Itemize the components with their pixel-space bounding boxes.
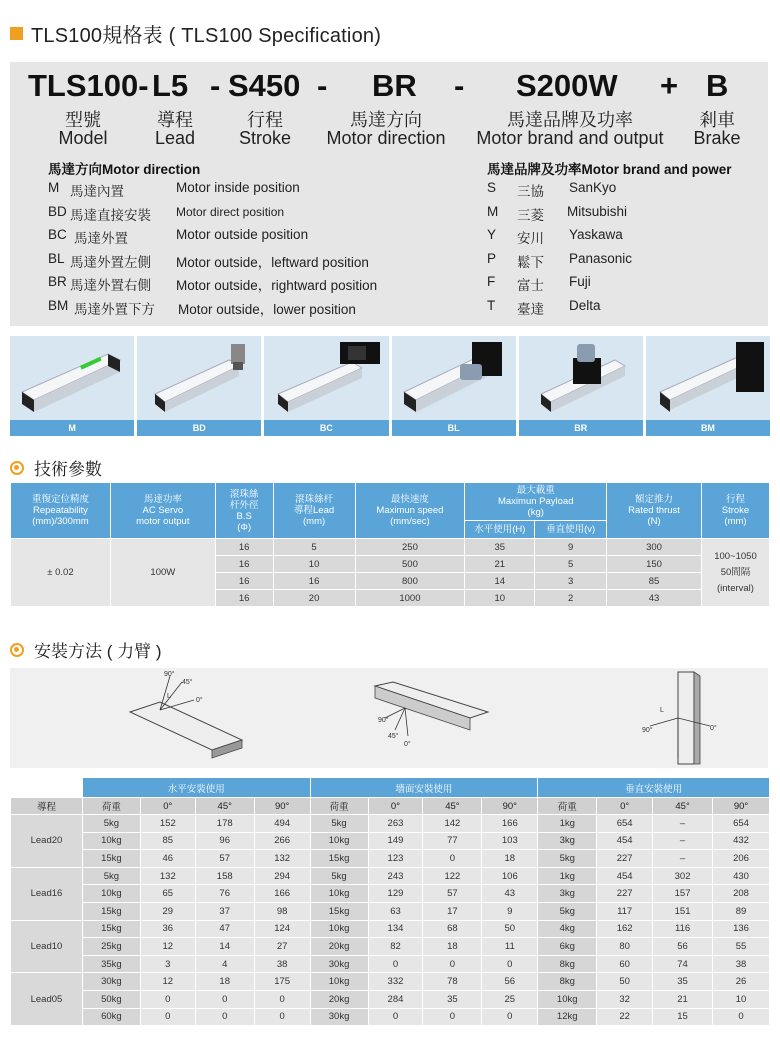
- table-cell: 124: [254, 920, 310, 938]
- table-row: [11, 815, 770, 833]
- label-model-zh: 型號: [65, 110, 101, 130]
- table-cell: 0: [254, 1008, 310, 1026]
- actuator-br-icon: [519, 336, 643, 420]
- table-cell: 74: [653, 955, 713, 973]
- table-cell: 654: [713, 815, 770, 833]
- table-cell: 57: [423, 885, 482, 903]
- table-cell: 1kg: [538, 867, 597, 885]
- table-row: 16 20 1000 10 2 43: [11, 590, 770, 607]
- angle-label: 0°: [196, 697, 203, 704]
- table-row: [11, 973, 770, 991]
- list-item: F 富士 Fuji: [487, 274, 591, 294]
- table-cell: 129: [368, 885, 423, 903]
- actuator-bd-icon: [137, 336, 261, 420]
- table-cell: 25: [482, 990, 538, 1008]
- col-header-payload-h: 水平使用(H): [465, 521, 535, 539]
- tech-spec-table: [10, 482, 770, 607]
- table-cell: 65: [140, 885, 195, 903]
- table-cell: 6kg: [538, 938, 597, 956]
- col-header-speed: 最快速度 Maximun speed (mm/sec): [355, 483, 465, 539]
- table-cell: 654: [597, 815, 653, 833]
- table-cell: 0: [423, 850, 482, 868]
- col-header-stroke: 行程 Stroke (mm): [701, 483, 769, 539]
- lead-group-label: Lead05: [11, 973, 83, 1026]
- table-cell: 132: [140, 867, 195, 885]
- list-item: Y 安川 Yaskawa: [487, 227, 623, 247]
- code-part: -: [317, 68, 328, 103]
- table-cell: 25kg: [82, 938, 140, 956]
- table-cell: 103: [482, 832, 538, 850]
- product-photo-br: [519, 336, 643, 436]
- table-cell: 106: [482, 867, 538, 885]
- table-cell: 132: [254, 850, 310, 868]
- table-cell: 162: [597, 920, 653, 938]
- table-cell: 243: [368, 867, 423, 885]
- table-cell: 0: [195, 1008, 254, 1026]
- table-cell: –: [653, 832, 713, 850]
- table-cell: 284: [368, 990, 423, 1008]
- list-item: T 臺達 Delta: [487, 297, 601, 317]
- code-part: B: [706, 68, 729, 103]
- spec-code-box: [10, 62, 768, 326]
- table-cell: 18: [423, 938, 482, 956]
- table-cell: 17: [423, 902, 482, 920]
- photo-label: M: [10, 420, 134, 436]
- table-cell: 50: [482, 920, 538, 938]
- angle-label: L: [167, 693, 171, 700]
- table-cell: 136: [713, 920, 770, 938]
- table-cell: 0: [140, 1008, 195, 1026]
- table-cell: 494: [254, 815, 310, 833]
- table-cell: 56: [653, 938, 713, 956]
- table-row: [11, 867, 770, 885]
- list-item: P 鬆下 Panasonic: [487, 250, 633, 270]
- angle-label: 90°: [642, 727, 653, 734]
- table-cell: 82: [368, 938, 423, 956]
- label-stroke-en: Stroke: [238, 128, 292, 148]
- label-brand-zh: 馬達品牌及功率: [507, 110, 633, 130]
- actuator-bm-icon: [646, 336, 770, 420]
- table-cell: 0: [423, 955, 482, 973]
- table-cell: 142: [423, 815, 482, 833]
- list-item: S 三協 SanKyo: [487, 180, 617, 199]
- table-cell: 60: [597, 955, 653, 973]
- table-cell: 35: [423, 990, 482, 1008]
- table-cell: 227: [597, 885, 653, 903]
- col-header-thrust: 額定推力 Rated thrust (N): [607, 483, 702, 539]
- table-cell: 12kg: [538, 1008, 597, 1026]
- table-cell: 37: [195, 902, 254, 920]
- sub-header-row: 導程 荷重 0° 45° 90° 荷重 0° 45° 90° 荷重 0° 45° 90°: [11, 798, 770, 815]
- table-cell: 117: [597, 902, 653, 920]
- table-cell: 12: [140, 938, 195, 956]
- table-cell: 9: [482, 902, 538, 920]
- table-cell: 152: [140, 815, 195, 833]
- table-cell: 35kg: [82, 955, 140, 973]
- table-cell: 50kg: [82, 990, 140, 1008]
- table-cell: 122: [423, 867, 482, 885]
- table-cell: 332: [368, 973, 423, 991]
- table-cell: –: [653, 815, 713, 833]
- table-cell: 38: [254, 955, 310, 973]
- table-cell: 3kg: [538, 885, 597, 903]
- table-cell: 21: [653, 990, 713, 1008]
- table-cell: 134: [368, 920, 423, 938]
- table-cell: 5kg: [82, 815, 140, 833]
- table-cell: 208: [713, 885, 770, 903]
- table-cell: 0: [254, 990, 310, 1008]
- table-cell: 15kg: [310, 902, 368, 920]
- table-row: [11, 938, 770, 956]
- table-cell: 151: [653, 902, 713, 920]
- col-header-payload-v: 垂直使用(v): [535, 521, 607, 539]
- stroke-value: 100~1050 50間隔 (interval): [701, 539, 769, 607]
- motor-direction-list: [48, 180, 468, 322]
- table-cell: 32: [597, 990, 653, 1008]
- table-cell: 5kg: [310, 815, 368, 833]
- table-cell: 50: [597, 973, 653, 991]
- table-row: [11, 832, 770, 850]
- table-row: [11, 902, 770, 920]
- motor-brand-heading: 馬達品牌及功率Motor brand and power: [487, 162, 732, 177]
- table-row: ± 0.02 100W 16 5 250 35 9 300 100~1050 50間隔 (interval): [11, 539, 770, 556]
- lead-group-label: Lead10: [11, 920, 83, 973]
- mount-section-heading: [10, 637, 162, 662]
- list-item: BD 馬達直接安裝 Motor direct position: [48, 203, 285, 223]
- table-cell: 56: [482, 973, 538, 991]
- photo-label: BR: [519, 420, 643, 436]
- group-header: 墻面安裝使用: [310, 778, 538, 798]
- table-cell: 10kg: [538, 990, 597, 1008]
- list-item: BM 馬達外置下方 Motor outside，lower position: [48, 297, 356, 317]
- table-cell: 27: [254, 938, 310, 956]
- list-item: M 三菱 Mitsubishi: [487, 203, 628, 223]
- table-cell: 0: [423, 1008, 482, 1026]
- table-cell: 166: [482, 815, 538, 833]
- table-cell: 47: [195, 920, 254, 938]
- table-cell: 29: [140, 902, 195, 920]
- table-cell: 15kg: [310, 850, 368, 868]
- table-cell: 116: [653, 920, 713, 938]
- label-lead-en: Lead: [154, 128, 196, 148]
- table-cell: 266: [254, 832, 310, 850]
- table-cell: 302: [653, 867, 713, 885]
- actuator-bl-icon: [392, 336, 516, 420]
- table-cell: 15kg: [82, 920, 140, 938]
- list-item: BR 馬達外置右側 Motor outside，rightward position: [48, 274, 378, 294]
- table-cell: 5kg: [310, 867, 368, 885]
- page-title: TLS100規格表 ( TLS100 Specification): [31, 24, 382, 47]
- label-model-en: Model: [58, 128, 108, 148]
- table-cell: 12: [140, 973, 195, 991]
- table-cell: 68: [423, 920, 482, 938]
- table-cell: 10kg: [310, 920, 368, 938]
- repeatability-value: ± 0.02: [11, 539, 111, 607]
- mount-diagram-icon: [10, 668, 768, 768]
- table-cell: 89: [713, 902, 770, 920]
- table-cell: 5kg: [82, 867, 140, 885]
- table-cell: 8kg: [538, 973, 597, 991]
- table-cell: 20kg: [310, 938, 368, 956]
- product-photo-m: [10, 336, 134, 436]
- table-cell: 0: [368, 1008, 423, 1026]
- table-cell: 432: [713, 832, 770, 850]
- table-cell: 10kg: [310, 832, 368, 850]
- table-cell: 206: [713, 850, 770, 868]
- angle-label: 90°: [164, 671, 175, 678]
- table-cell: 96: [195, 832, 254, 850]
- table-cell: 175: [254, 973, 310, 991]
- model-code: [10, 68, 768, 104]
- table-cell: 263: [368, 815, 423, 833]
- code-part: BR: [372, 68, 417, 103]
- table-cell: 123: [368, 850, 423, 868]
- col-header-payload: 最大載重 Maximun Payload (kg): [465, 483, 607, 521]
- table-cell: 20kg: [310, 990, 368, 1008]
- table-cell: 0: [482, 1008, 538, 1026]
- table-cell: 38: [713, 955, 770, 973]
- table-cell: 5kg: [538, 850, 597, 868]
- table-cell: 0: [140, 990, 195, 1008]
- table-cell: 15kg: [82, 850, 140, 868]
- table-cell: 85: [140, 832, 195, 850]
- actuator-m-icon: [10, 336, 134, 420]
- list-item: BL 馬達外置左側 Motor outside，leftward position: [48, 250, 369, 270]
- table-cell: 26: [713, 973, 770, 991]
- section-bullet-icon: [10, 461, 24, 475]
- table-cell: 454: [597, 867, 653, 885]
- label-direction-en: Motor direction: [326, 128, 446, 148]
- actuator-bc-icon: [264, 336, 388, 420]
- group-header: 水平安裝使用: [82, 778, 310, 798]
- load-table: [10, 777, 770, 1026]
- label-lead-zh: 導程: [157, 110, 193, 130]
- table-cell: 294: [254, 867, 310, 885]
- label-stroke-zh: 行程: [247, 110, 283, 130]
- section-title: 技術參數: [34, 460, 102, 479]
- table-cell: 57: [195, 850, 254, 868]
- table-cell: 43: [482, 885, 538, 903]
- table-cell: 227: [597, 850, 653, 868]
- table-cell: 4kg: [538, 920, 597, 938]
- table-row: 16 10 500 21 5 150: [11, 556, 770, 573]
- lead-group-label: Lead16: [11, 867, 83, 920]
- motor-direction-heading: 馬達方向Motor direction: [48, 162, 201, 177]
- title-square-icon: [10, 27, 23, 40]
- col-header-bs: 滾珠絲 杆外徑 B.S (Φ): [215, 483, 273, 539]
- table-cell: 0: [713, 1008, 770, 1026]
- table-cell: 10kg: [310, 885, 368, 903]
- table-cell: 10kg: [310, 973, 368, 991]
- photo-label: BD: [137, 420, 261, 436]
- table-cell: 3: [140, 955, 195, 973]
- angle-label: 45°: [182, 679, 193, 686]
- table-cell: 0: [368, 955, 423, 973]
- table-cell: 10kg: [82, 885, 140, 903]
- motor-output-value: 100W: [110, 539, 215, 607]
- table-cell: 166: [254, 885, 310, 903]
- table-cell: 14: [195, 938, 254, 956]
- table-cell: 4: [195, 955, 254, 973]
- table-cell: 10: [713, 990, 770, 1008]
- table-row: [11, 955, 770, 973]
- table-cell: 10kg: [82, 832, 140, 850]
- table-cell: 36: [140, 920, 195, 938]
- list-item: M 馬達內置 Motor inside position: [48, 180, 300, 199]
- table-cell: 430: [713, 867, 770, 885]
- list-item: BC 馬達外置 Motor outside position: [48, 227, 309, 247]
- product-photo-bd: [137, 336, 261, 436]
- label-brake-en: Brake: [693, 128, 741, 148]
- table-cell: 157: [653, 885, 713, 903]
- col-header-lead: 滾珠絲杆 導程Lead (mm): [273, 483, 355, 539]
- product-photo-bm: [646, 336, 770, 436]
- table-cell: 158: [195, 867, 254, 885]
- table-cell: 78: [423, 973, 482, 991]
- photo-label: BC: [264, 420, 388, 436]
- table-row: [11, 885, 770, 903]
- code-part: S200W: [516, 68, 618, 103]
- table-cell: 15: [653, 1008, 713, 1026]
- code-part: L5: [152, 68, 189, 103]
- table-cell: 5kg: [538, 902, 597, 920]
- table-cell: 18: [482, 850, 538, 868]
- table-cell: 98: [254, 902, 310, 920]
- table-cell: 1kg: [538, 815, 597, 833]
- table-row: [11, 990, 770, 1008]
- table-cell: 76: [195, 885, 254, 903]
- table-cell: 149: [368, 832, 423, 850]
- table-cell: 60kg: [82, 1008, 140, 1026]
- group-header: 垂直安裝使用: [538, 778, 770, 798]
- table-cell: 3kg: [538, 832, 597, 850]
- mount-diagrams: [10, 668, 768, 768]
- table-cell: 0: [195, 990, 254, 1008]
- table-row: 16 16 800 14 3 85: [11, 573, 770, 590]
- table-cell: 55: [713, 938, 770, 956]
- col-header-repeatability: 重復定位精度 Repeatability (mm)/300mm: [11, 483, 111, 539]
- angle-label: 0°: [404, 741, 411, 748]
- table-cell: 63: [368, 902, 423, 920]
- table-cell: 8kg: [538, 955, 597, 973]
- table-cell: 46: [140, 850, 195, 868]
- motor-brand-list: [487, 180, 757, 322]
- tech-section-heading: [10, 455, 102, 480]
- label-brand-en: Motor brand and output: [476, 128, 664, 148]
- label-brake-zh: 剎車: [699, 110, 735, 130]
- angle-label: 90°: [378, 717, 389, 724]
- section-bullet-icon: [10, 643, 24, 657]
- table-cell: 22: [597, 1008, 653, 1026]
- table-cell: 30kg: [310, 955, 368, 973]
- table-cell: 77: [423, 832, 482, 850]
- code-part: S450: [228, 68, 301, 103]
- page-header: [10, 18, 381, 48]
- lead-group-label: Lead20: [11, 815, 83, 868]
- table-cell: 18: [195, 973, 254, 991]
- table-cell: 80: [597, 938, 653, 956]
- code-part: -: [454, 68, 465, 103]
- angle-label: 0°: [710, 725, 717, 732]
- code-part: TLS100-: [28, 68, 149, 103]
- table-row: [11, 1008, 770, 1026]
- code-part: +: [660, 68, 679, 103]
- product-photo-strip: [10, 336, 770, 436]
- photo-label: BM: [646, 420, 770, 436]
- col-header-motor: 馬達功率 AC Servo motor output: [110, 483, 215, 539]
- table-row: [11, 850, 770, 868]
- table-row: [11, 920, 770, 938]
- product-photo-bl: [392, 336, 516, 436]
- angle-label: 45°: [388, 733, 399, 740]
- label-direction-zh: 馬達方向: [350, 110, 422, 130]
- photo-label: BL: [392, 420, 516, 436]
- product-photo-bc: [264, 336, 388, 436]
- table-cell: 454: [597, 832, 653, 850]
- table-cell: 35: [653, 973, 713, 991]
- table-cell: 11: [482, 938, 538, 956]
- angle-label: L: [660, 707, 664, 714]
- table-cell: 15kg: [82, 902, 140, 920]
- table-cell: 30kg: [310, 1008, 368, 1026]
- table-cell: –: [653, 850, 713, 868]
- code-part: -: [210, 68, 221, 103]
- table-cell: 178: [195, 815, 254, 833]
- table-cell: 30kg: [82, 973, 140, 991]
- section-title: 安裝方法 ( 力臂 ): [34, 642, 162, 661]
- table-cell: 0: [482, 955, 538, 973]
